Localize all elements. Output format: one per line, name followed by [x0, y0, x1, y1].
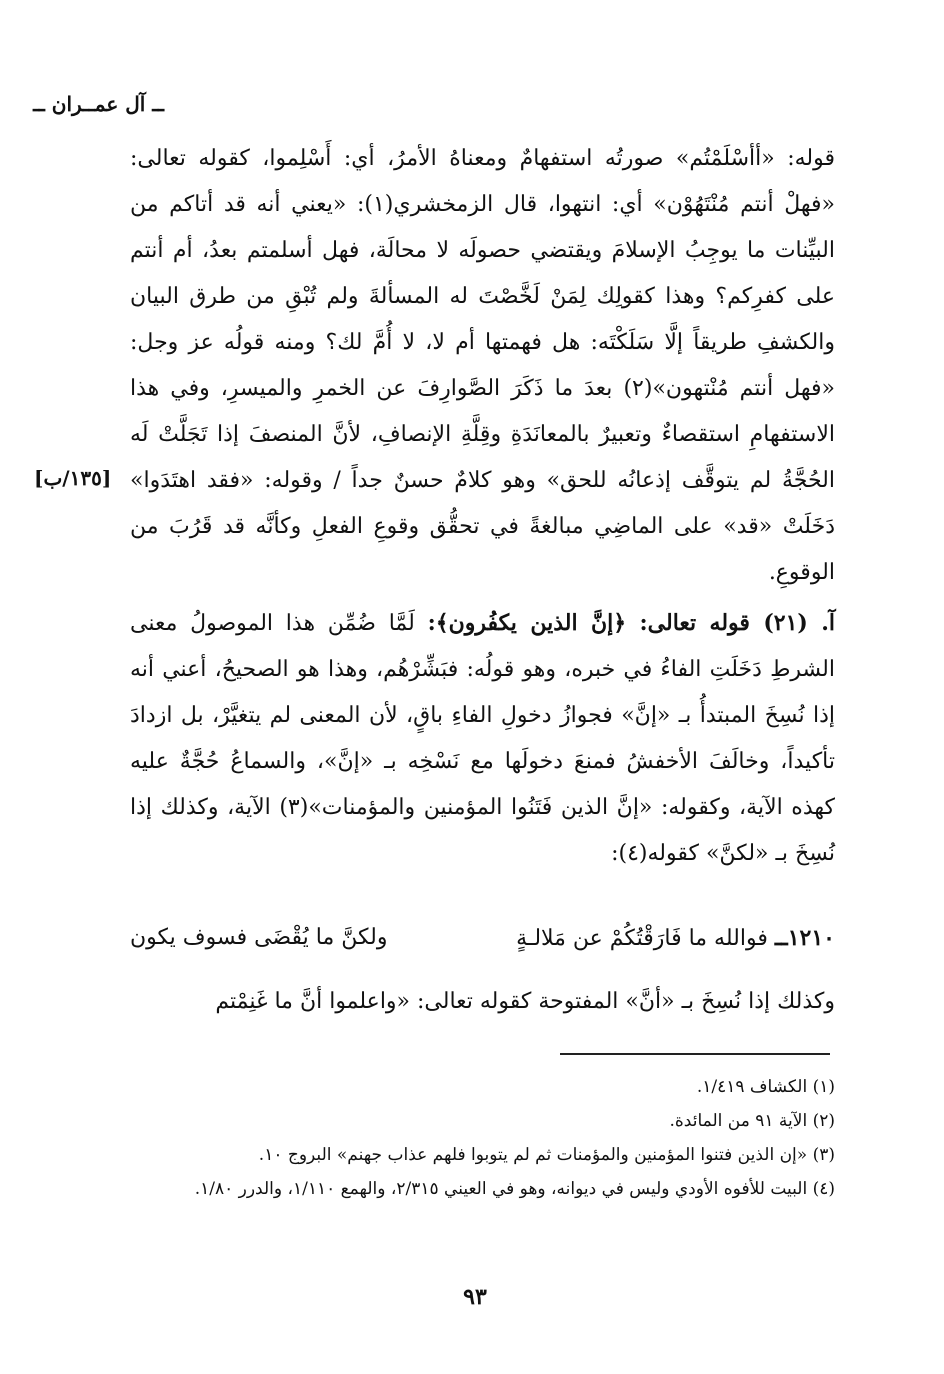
page-number: ٩٣ [463, 1284, 487, 1310]
poem-number: ١٢١٠ــ [774, 925, 835, 951]
footnote-4: (٤) البيت للأفوه الأودي وليس في ديوانه، وهو في العيني ٢/٣١٥، والهمع ١/١١٠، والدرر ١/٨٠. [194, 1179, 835, 1199]
folio-marker: [١٣٥/ب] [34, 466, 112, 490]
paragraph-2 [130, 600, 835, 877]
paragraph-1: قوله: «أأسْلَمْتُم» صورتُه استفهامٌ ومعناهُ الأمرُ، أي: أَسْلِموا، كقوله تعالى: «فهلْ أنتم مُنْتَهُوْن» أي: انتهوا، قال الزمخشري(١): «يعني أنه قد أتاكم من البيِّنات ما يوجِبُ الإسلامَ ويقتضي حصولَه لا محالَة، فهل أسلمتم بعدُ، أم أنتم على كفرِكم؟ وهذا كقولِك لِمَنْ لَخَّصْتَ له المسألةَ ولم تُبْقِ من طرق البيان والكشفِ طريقاً إلَّا سَلَكْتَه: هل فهمتها أم لا، لا أُمَّ لك؟ ومنه قولُه عز وجل: «فهل أنتم مُنْتهون»(٢) بعدَ ما ذَكَرَ الصَّوارِفَ عن الخمرِ والميسرِ، وفي هذا الاستفهامِ استقصاءٌ وتعبيرٌ بالمعانَدَةِ وقِلَّةِ الإنصافِ، لأنَّ المنصفَ إذا تَجَلَّتْ لَه الحُجَّةُ لم يتوقَّف إذعانُه للحق» وهو كلامٌ حسنٌ جداً / وقوله: «فقد اهتَدَوا» دَخَلَتْ «قد» على الماضِي مبالغةً في تحقُّق وقوعِ الفعلِ وكأنَّه قد قَرُبَ من الوقوعِ. [130, 146, 836, 585]
running-title: ــ آل عمــران ــ [33, 92, 164, 116]
poem-first-half [516, 916, 835, 961]
poem-verse [130, 916, 835, 961]
footnote-1: (١) الكشاف ١/٤١٩. [696, 1077, 835, 1097]
verse-label: آ. (٢١) قوله تعالى: ﴿إنَّ الذين يكفُرون﴾: [427, 610, 835, 636]
poem-hemistich-2: ولكنَّ ما يُقْضَى فسوف يكون [130, 925, 388, 950]
footnotes [130, 1070, 835, 1206]
main-text [130, 136, 835, 877]
footnote-divider [560, 1053, 830, 1055]
paragraph-3: وكذلك إذا نُسِخَ بـ «أنَّ» المفتوحة كقوله تعالى: «واعلموا أنَّ ما غَنِمْتم [215, 989, 835, 1014]
paragraph-2-text: لَمَّا ضُمِّن هذا الموصولُ معنى الشرطِ دَخَلَتِ الفاءُ في خبره، وهو قولُه: فبَشِّرْهُم، وهذا هو الصحيحُ، أعني أنه إذا نُسِخَ المبتدأُ بـ «إنَّ» فجوازُ دخولِ الفاءِ باقٍ، لأن المعنى لم يتغيَّرْ، بل ازدادَ تأكيداً، وخالَفَ الأخفشُ فمنعَ دخولَها مع نَسْخِه بـ «إنَّ»، والسماعُ حُجَّةٌ عليه كهذه الآية، وكقوله: «إنَّ الذين فَتَنُوا المؤمنين والمؤمنات»(٣) الآية، وكذلك إذا نُسِخَ بـ «لكنَّ» كقوله(٤): [130, 611, 835, 866]
footnote-3: (٣) «إن الذين فتنوا المؤمنين والمؤمنات ثم لم يتوبوا فلهم عذاب جهنم» البروج ١٠. [258, 1145, 835, 1165]
footnote-2: (٢) الآية ٩١ من المائدة. [669, 1111, 835, 1131]
poem-hemistich-1: فوالله ما فَارَقْتُكُمْ عن مَلالـةٍ [516, 926, 768, 951]
